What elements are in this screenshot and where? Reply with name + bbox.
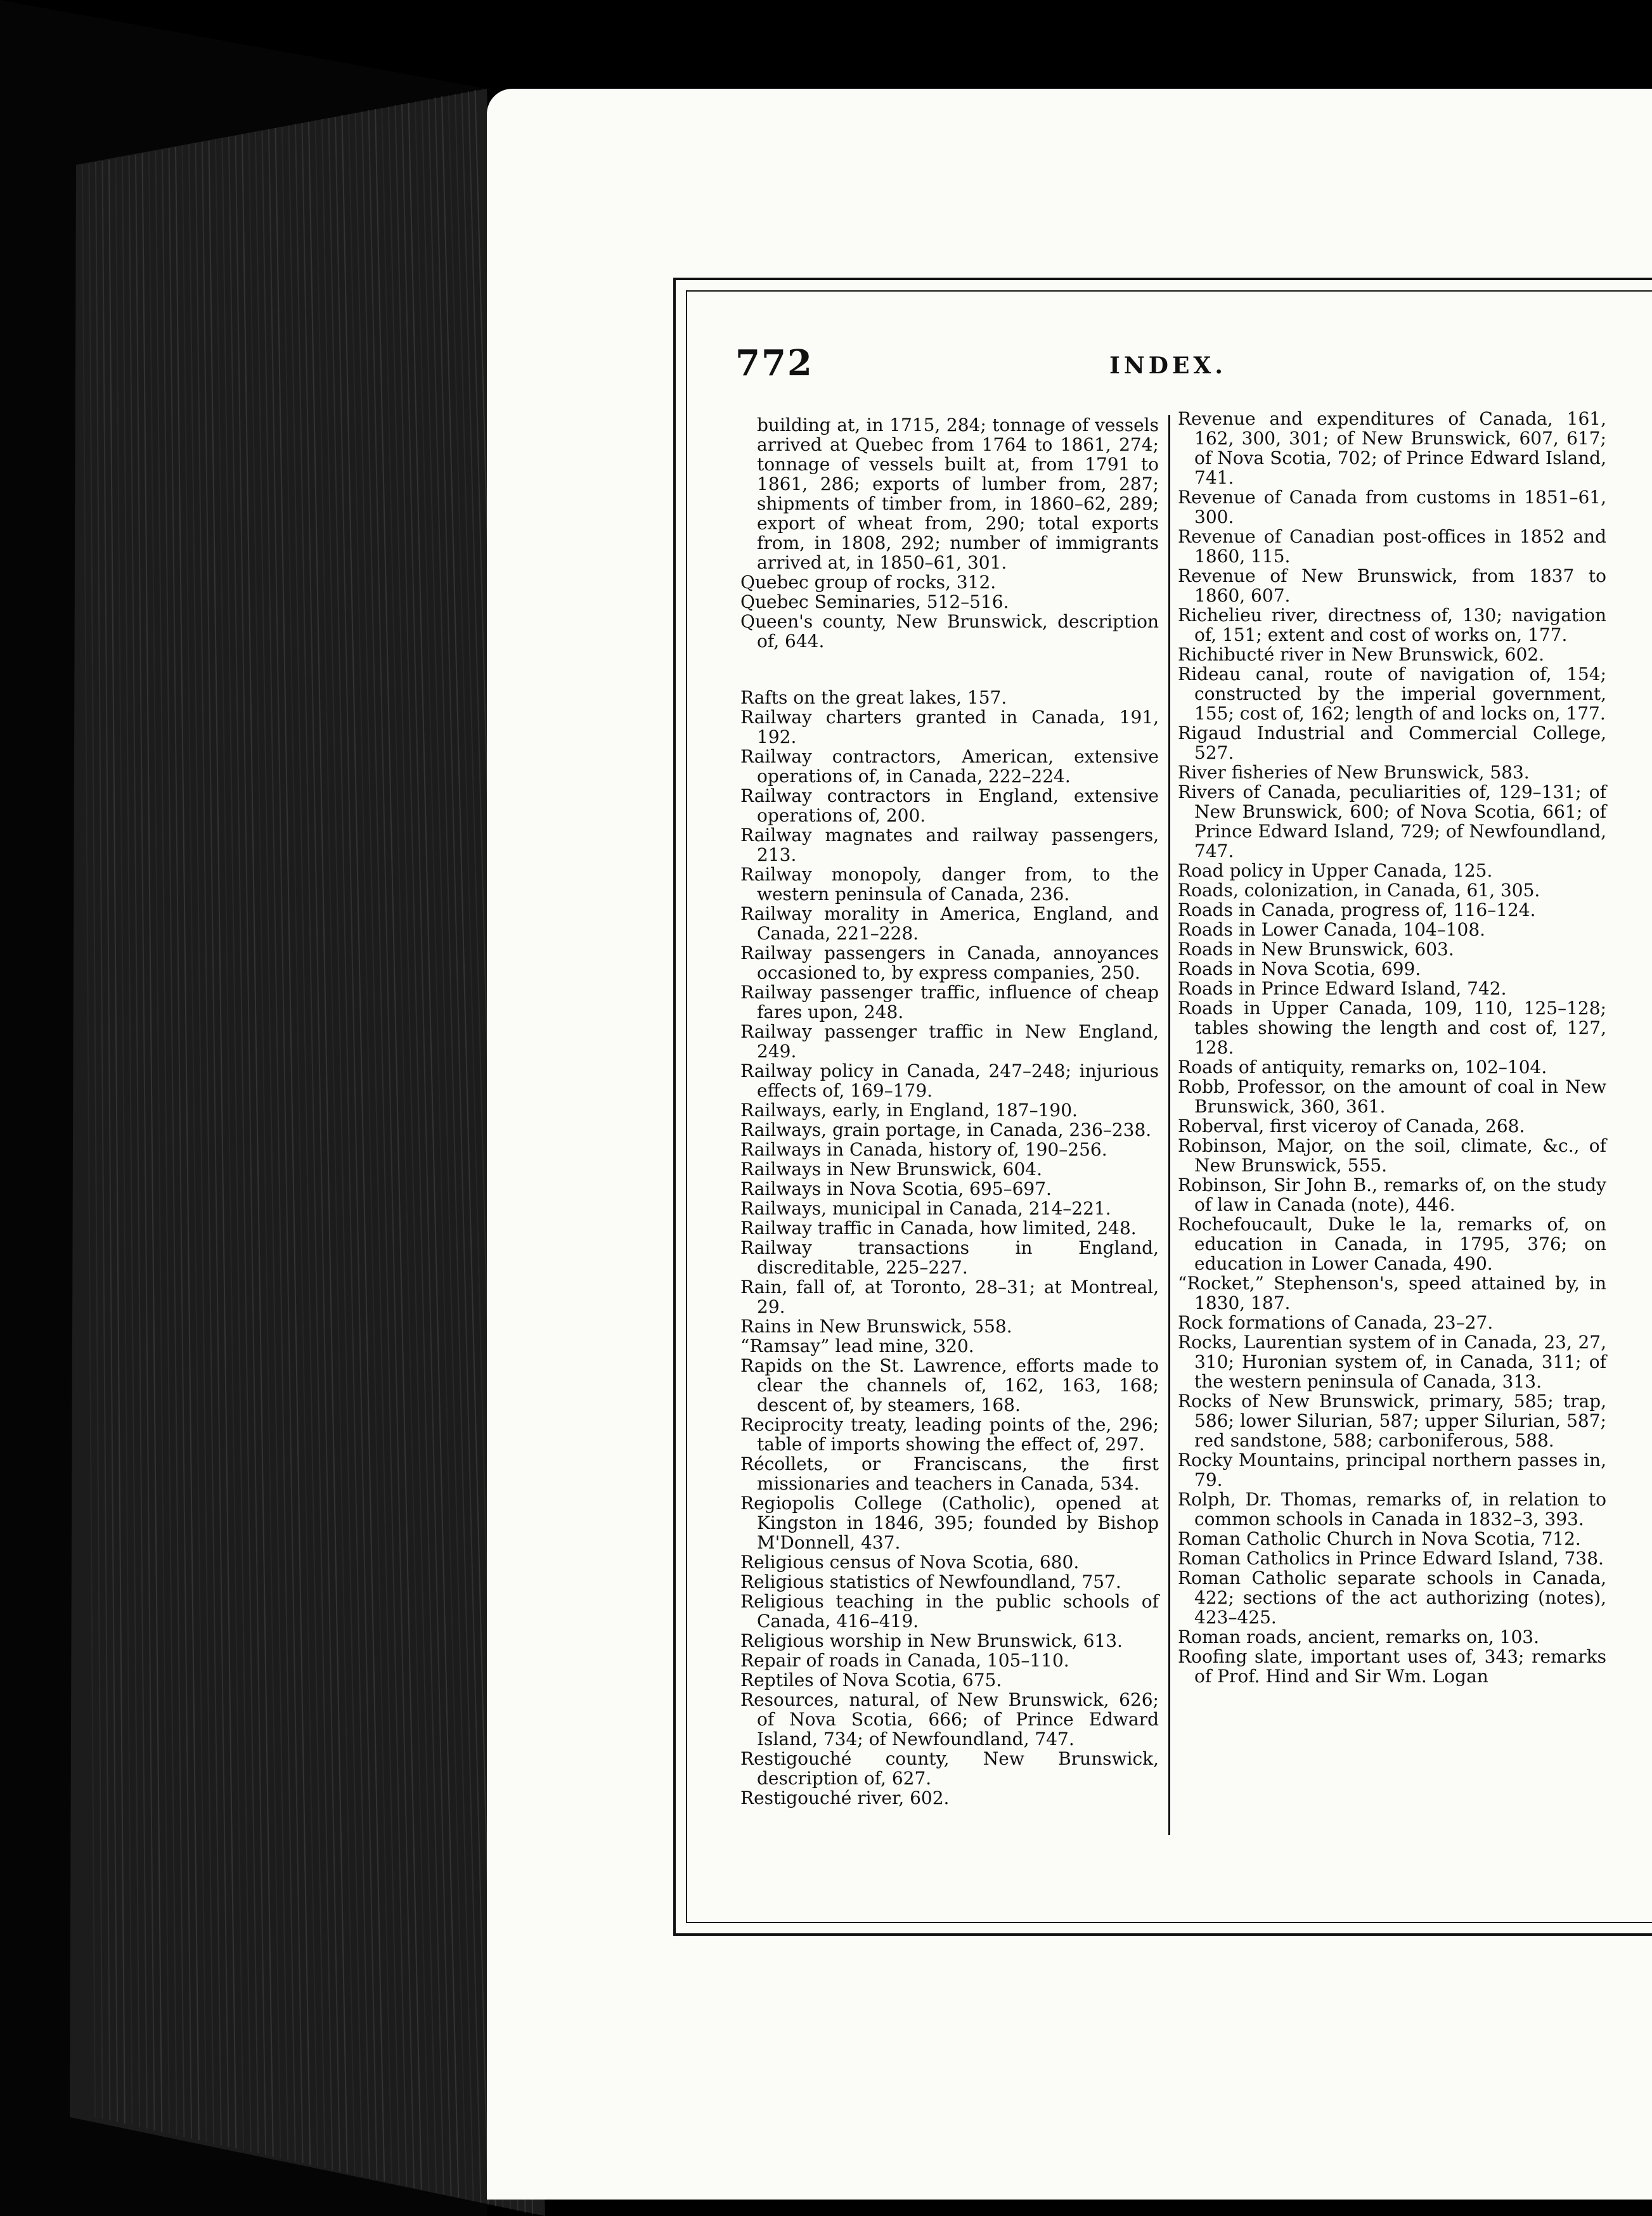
index-entry: Roman Catholic separate schools in Canada, 422; sections of the act authorizing (notes), 423–425. bbox=[1178, 1568, 1606, 1628]
index-column-left bbox=[740, 415, 1159, 1808]
page-number: 772 bbox=[735, 342, 813, 384]
index-entry: Railway passengers in Canada, annoyances occasioned to, by express companies, 250. bbox=[740, 943, 1159, 983]
index-entry: Revenue of Canadian post-offices in 1852 and 1860, 115. bbox=[1178, 526, 1606, 567]
index-entry: Roofing slate, important uses of, 343; remarks of Prof. Hind and Sir Wm. Logan bbox=[1178, 1646, 1606, 1687]
index-entry: Railways in Nova Scotia, 695–697. bbox=[740, 1178, 1052, 1199]
index-entry: Richelieu river, directness of, 130; navigation of, 151; extent and cost of works on, 177. bbox=[1178, 605, 1606, 645]
index-entry: Roads in New Brunswick, 603. bbox=[1178, 939, 1454, 960]
index-entry: Railway morality in America, England, and Canada, 221–228. bbox=[740, 903, 1159, 944]
index-entry: Roads in Canada, progress of, 116–124. bbox=[1178, 899, 1536, 920]
index-entry: Religious census of Nova Scotia, 680. bbox=[740, 1552, 1080, 1573]
index-entry: Roads in Lower Canada, 104–108. bbox=[1178, 919, 1486, 940]
index-entry: Rivers of Canada, peculiarities of, 129–131; of New Brunswick, 600; of Nova Scotia, 661; of Prince Edward Island, 729; of Newfoundland, 747. bbox=[1178, 782, 1606, 861]
index-entry: Resources, natural, of New Brunswick, 626; of Nova Scotia, 666; of Prince Edward Island, 734; of Newfoundland, 747. bbox=[740, 1689, 1159, 1749]
index-entry: Railway magnates and railway passengers, 213. bbox=[740, 825, 1159, 865]
index-entry: Religious teaching in the public schools of Canada, 416–419. bbox=[740, 1591, 1159, 1632]
index-entry: Rideau canal, route of navigation of, 154; constructed by the imperial government, 155; cost of, 162; length of and locks on, 177. bbox=[1178, 664, 1606, 724]
index-entry: Quebec Seminaries, 512–516. bbox=[740, 591, 1009, 612]
index-entry: Robb, Professor, on the amount of coal in New Brunswick, 360, 361. bbox=[1178, 1076, 1606, 1117]
index-entry: Repair of roads in Canada, 105–110. bbox=[740, 1650, 1069, 1671]
index-entry: Railways in Canada, history of, 190–256. bbox=[740, 1139, 1107, 1160]
index-entry: Restigouché river, 602. bbox=[740, 1788, 950, 1808]
index-entry: Rains in New Brunswick, 558. bbox=[740, 1316, 1012, 1337]
index-entry: building at, in 1715, 284; tonnage of vessels arrived at Quebec from 1764 to 1861, 274; tonnage of vessels built at, from 1791 to 1861, 286; exports of lumber from, 287; shipments of timber from, in 1860–62, 289; export of wheat from, 290; total exports from, in 1808, 292; number of immigrants arrived at, in 1850–61, 301. bbox=[757, 415, 1159, 573]
index-entry: Reptiles of Nova Scotia, 675. bbox=[740, 1670, 1002, 1691]
index-entry: Railways, municipal in Canada, 214–221. bbox=[740, 1198, 1111, 1219]
running-title: INDEX. bbox=[1109, 352, 1227, 379]
index-entry: Rain, fall of, at Toronto, 28–31; at Montreal, 29. bbox=[740, 1277, 1159, 1317]
index-entry: Railway traffic in Canada, how limited, 248. bbox=[740, 1218, 1137, 1239]
index-entry: Religious statistics of Newfoundland, 757. bbox=[740, 1571, 1121, 1592]
index-entry: Roman Catholic Church in Nova Scotia, 712. bbox=[1178, 1528, 1581, 1549]
index-entry: Robinson, Sir John B., remarks of, on the study of law in Canada (note), 446. bbox=[1178, 1175, 1606, 1215]
index-entry: Railway passenger traffic, influence of cheap fares upon, 248. bbox=[740, 982, 1159, 1022]
index-entry: “Ramsay” lead mine, 320. bbox=[740, 1336, 974, 1356]
index-entry: Rock formations of Canada, 23–27. bbox=[1178, 1312, 1494, 1333]
index-entry: Revenue and expenditures of Canada, 161, 162, 300, 301; of New Brunswick, 607, 617; of Nova Scotia, 702; of Prince Edward Island, 741. bbox=[1178, 408, 1606, 488]
index-entry: Railways, early, in England, 187–190. bbox=[740, 1100, 1078, 1121]
index-entry: Railway passenger traffic in New England, 249. bbox=[740, 1021, 1159, 1062]
index-entry: Roman roads, ancient, remarks on, 103. bbox=[1178, 1627, 1540, 1647]
index-entry: Railways in New Brunswick, 604. bbox=[740, 1159, 1043, 1180]
index-entry: Railway monopoly, danger from, to the western peninsula of Canada, 236. bbox=[740, 864, 1159, 905]
index-entry: “Rocket,” Stephenson's, speed attained by, in 1830, 187. bbox=[1178, 1273, 1606, 1313]
index-entry: Road policy in Upper Canada, 125. bbox=[1178, 860, 1493, 881]
index-entry: Roads in Nova Scotia, 699. bbox=[1178, 958, 1421, 979]
index-entry: Railway policy in Canada, 247–248; injurious effects of, 169–179. bbox=[740, 1060, 1159, 1101]
index-entry: Restigouché county, New Brunswick, description of, 627. bbox=[740, 1748, 1159, 1789]
index-entry: Roads, colonization, in Canada, 61, 305. bbox=[1178, 880, 1540, 901]
index-entry: Roads in Upper Canada, 109, 110, 125–128; tables showing the length and cost of, 127, 128. bbox=[1178, 998, 1606, 1058]
column-divider bbox=[1168, 415, 1170, 1835]
index-entry: Railway charters granted in Canada, 191, 192. bbox=[740, 707, 1159, 747]
index-entry: Reciprocity treaty, leading points of the, 296; table of imports showing the effect of, 297. bbox=[740, 1414, 1159, 1455]
index-entry: River fisheries of New Brunswick, 583. bbox=[1178, 762, 1530, 783]
index-entry: Rapids on the St. Lawrence, efforts made to clear the channels of, 162, 163, 168; descent of, by steamers, 168. bbox=[740, 1355, 1159, 1415]
index-entry: Railway transactions in England, discreditable, 225–227. bbox=[740, 1237, 1159, 1278]
index-entry: Rocks of New Brunswick, primary, 585; trap, 586; lower Silurian, 587; upper Silurian, 587; red sandstone, 588; carboniferous, 588. bbox=[1178, 1391, 1606, 1451]
index-entry: Roads in Prince Edward Island, 742. bbox=[1178, 978, 1507, 999]
index-entry: Robinson, Major, on the soil, climate, &c., of New Brunswick, 555. bbox=[1178, 1135, 1606, 1176]
index-entry: Rigaud Industrial and Commercial College, 527. bbox=[1178, 723, 1606, 763]
index-entry: Revenue of Canada from customs in 1851–61, 300. bbox=[1178, 487, 1606, 527]
index-entry: Quebec group of rocks, 312. bbox=[740, 572, 997, 593]
index-entry: Railway contractors in England, extensive operations of, 200. bbox=[740, 785, 1159, 826]
index-entry: Rocks, Laurentian system of in Canada, 23, 27, 310; Huronian system of, in Canada, 311; of the western peninsula of Canada, 313. bbox=[1178, 1332, 1606, 1392]
letter-section-gap bbox=[740, 651, 1159, 688]
index-entry: Roberval, first viceroy of Canada, 268. bbox=[1178, 1116, 1525, 1137]
index-entry: Rochefoucault, Duke le la, remarks of, on education in Canada, in 1795, 376; on education in Lower Canada, 490. bbox=[1178, 1214, 1606, 1274]
index-entry: Rafts on the great lakes, 157. bbox=[740, 687, 1007, 708]
index-entry: Railway contractors, American, extensive operations of, in Canada, 222–224. bbox=[740, 746, 1159, 787]
index-entry: Récollets, or Franciscans, the first missionaries and teachers in Canada, 534. bbox=[740, 1453, 1159, 1494]
index-entry: Revenue of New Brunswick, from 1837 to 1860, 607. bbox=[1178, 565, 1606, 606]
index-entry: Richibucté river in New Brunswick, 602. bbox=[1178, 644, 1545, 665]
index-entry: Regiopolis College (Catholic), opened at Kingston in 1846, 395; founded by Bishop M'Donnell, 437. bbox=[740, 1493, 1159, 1553]
index-entry: Railways, grain portage, in Canada, 236–238. bbox=[740, 1119, 1152, 1140]
index-entry: Rolph, Dr. Thomas, remarks of, in relation to common schools in Canada in 1832–3, 393. bbox=[1178, 1489, 1606, 1530]
index-entry: Rocky Mountains, principal northern passes in, 79. bbox=[1178, 1450, 1606, 1490]
page-header bbox=[729, 342, 1642, 393]
index-entry: Queen's county, New Brunswick, description of, 644. bbox=[740, 611, 1159, 652]
index-entry: Roman Catholics in Prince Edward Island, 738. bbox=[1178, 1548, 1604, 1569]
index-entry: Religious worship in New Brunswick, 613. bbox=[740, 1630, 1123, 1651]
index-column-right bbox=[1178, 409, 1606, 1686]
index-entry: Roads of antiquity, remarks on, 102–104. bbox=[1178, 1057, 1547, 1078]
